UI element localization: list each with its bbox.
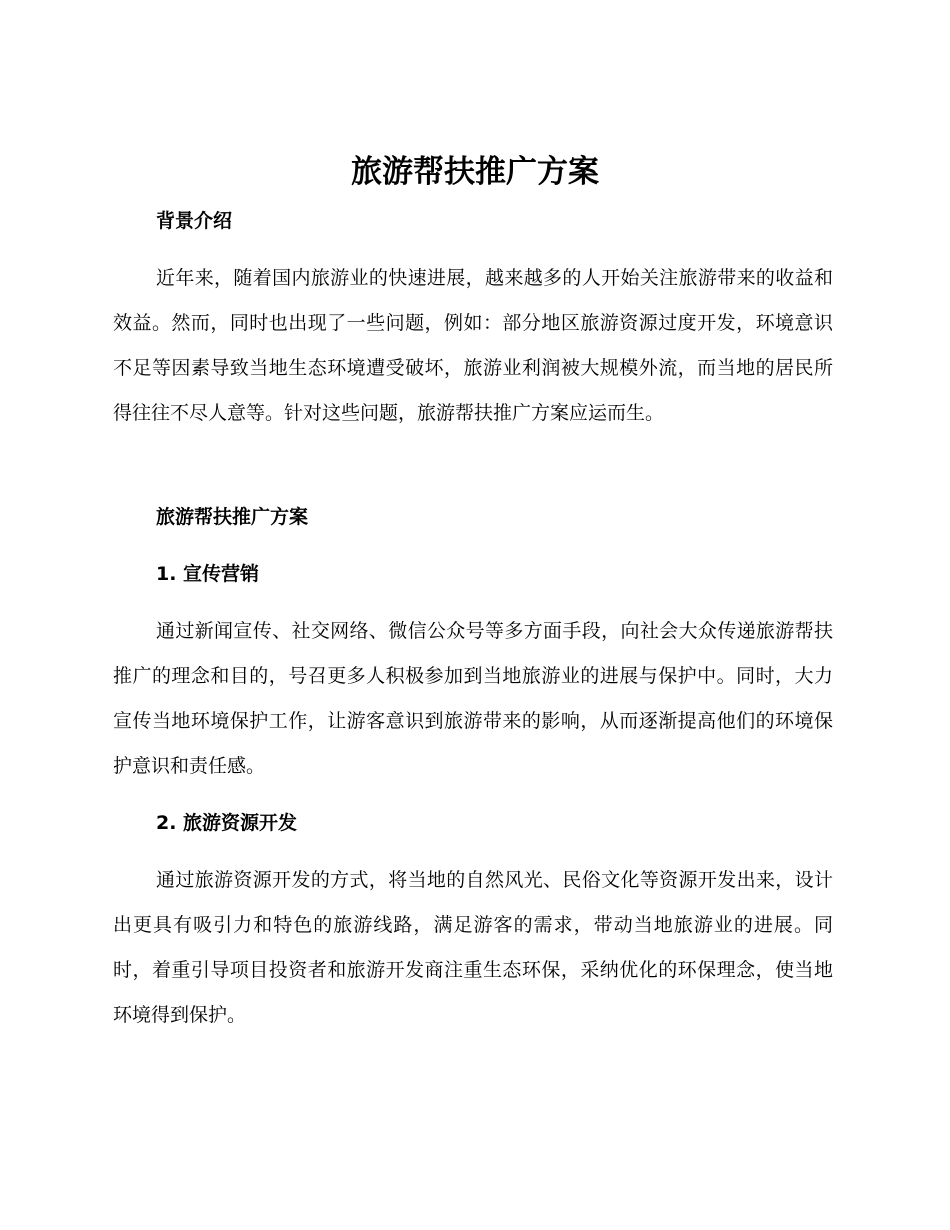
- section-heading-plan: 旅游帮扶推广方案: [156, 506, 309, 528]
- paragraph-resource-development: 通过旅游资源开发的方式，将当地的自然风光、民俗文化等资源开发出来，设计出更具有吸引力和特色的旅游线路，满足游客的需求，带动当地旅游业的进展。同时，着重引导项目投资者和旅游开发商注重生态环保，采纳优化的环保理念，使当地环境得到保护。: [113, 869, 833, 1026]
- paragraph-marketing: 通过新闻宣传、社交网络、微信公众号等多方面手段，向社会大众传递旅游帮扶推广的理念和目的，号召更多人积极参加到当地旅游业的进展与保护中。同时，大力宣传当地环境保护工作，让游客意识到旅游带来的影响，从而逐渐提高他们的环境保护意识和责任感。: [113, 620, 833, 777]
- paragraph-background: 近年来，随着国内旅游业的快速进展，越来越多的人开始关注旅游带来的收益和效益。然而，同时也出现了一些问题，例如：部分地区旅游资源过度开发，环境意识不足等因素导致当地生态环境遭受破坏，旅游业利润被大规模外流，而当地的居民所得往往不尽人意等。针对这些问题，旅游帮扶推广方案应运而生。: [113, 267, 833, 424]
- section-heading-marketing: 1. 宣传营销: [156, 563, 260, 585]
- document-title: 旅游帮扶推广方案: [351, 154, 599, 190]
- section-heading-background: 背景介绍: [156, 210, 233, 232]
- section-heading-resource-development: 2. 旅游资源开发: [156, 812, 298, 834]
